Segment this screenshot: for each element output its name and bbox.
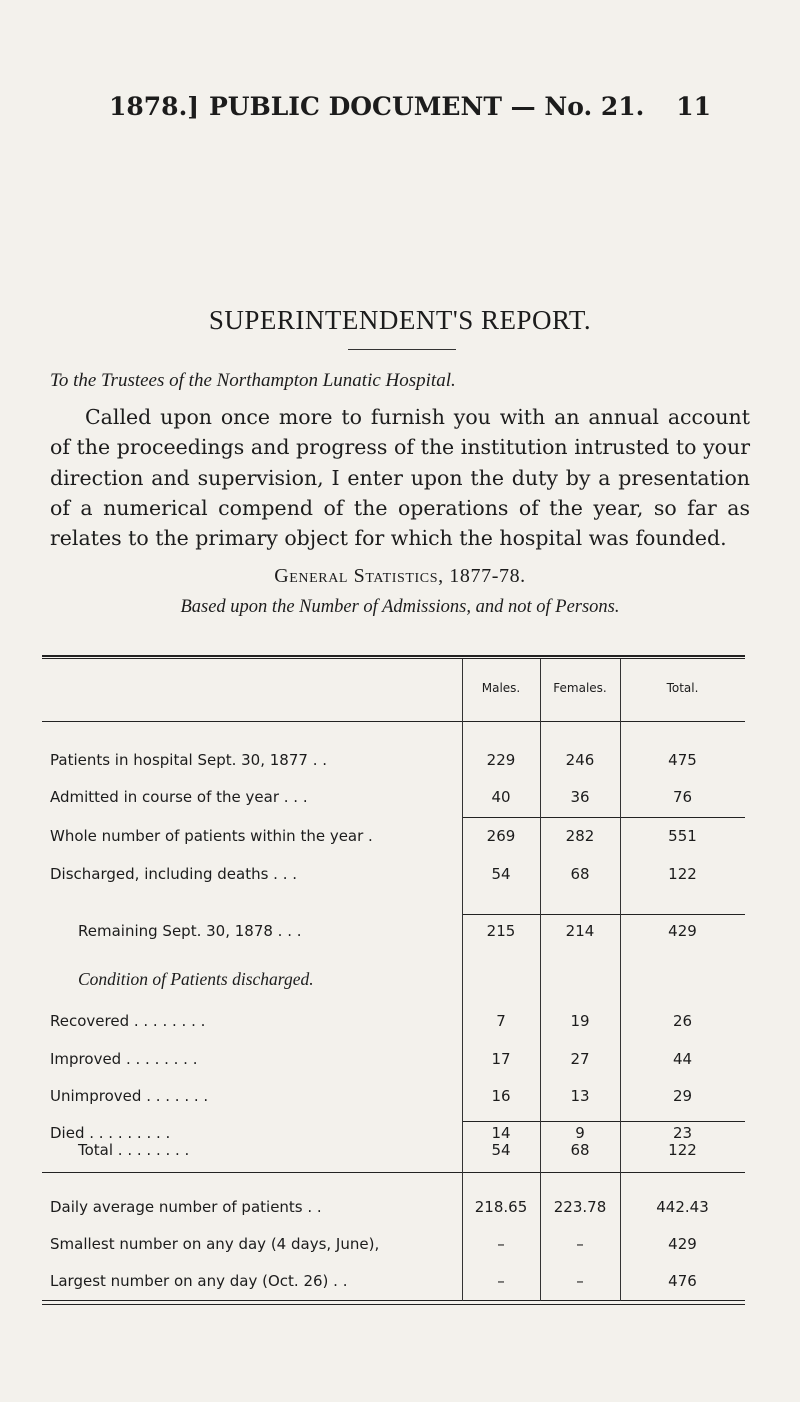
table-top-rule [42, 655, 745, 657]
column-header-total: Total. [666, 681, 699, 695]
cell-males: 215 [486, 922, 516, 940]
cell-males: 40 [491, 788, 511, 806]
cell-total: 29 [672, 1087, 693, 1105]
report-title: SUPERINTENDENT'S REPORT. [208, 305, 592, 335]
row-label: Largest number on any day (Oct. 26) . . [50, 1272, 348, 1290]
cell-females: 36 [570, 788, 590, 806]
cell-total: 475 [668, 751, 697, 769]
cell-total: 23 [672, 1124, 693, 1142]
row-label: Remaining Sept. 30, 1878 . . . [78, 922, 302, 940]
cell-females: 19 [570, 1012, 590, 1030]
running-head-document: PUBLIC DOCUMENT — No. 21. [209, 92, 645, 121]
cell-males: 54 [491, 1141, 511, 1159]
cell-total: 429 [668, 1235, 697, 1253]
addressee-line: To the Trustees of the Northampton Lunatic Hospital. [50, 370, 456, 391]
rule-before-remaining [462, 914, 745, 915]
column-header-females: Females. [553, 681, 607, 695]
cell-total: 122 [668, 865, 697, 883]
cell-females: 68 [570, 865, 590, 883]
row-label: Discharged, including deaths . . . [50, 865, 298, 883]
row-label: Unimproved . . . . . . . [50, 1087, 209, 1105]
cell-total: 551 [668, 827, 697, 845]
cell-females: 9 [575, 1124, 585, 1142]
cell-males: – [497, 1235, 505, 1253]
cell-males: 229 [486, 751, 516, 769]
row-label: Improved . . . . . . . . [50, 1050, 198, 1068]
cell-males: 7 [496, 1012, 506, 1030]
cell-males: 17 [491, 1050, 511, 1068]
table-bottom-rule [42, 1300, 745, 1301]
cell-females: 223.78 [553, 1198, 607, 1216]
row-label: Admitted in course of the year . . . [50, 788, 308, 806]
row-label: Patients in hospital Sept. 30, 1877 . . [50, 751, 328, 769]
cell-females: 68 [570, 1141, 590, 1159]
row-label: Died . . . . . . . . . [50, 1124, 171, 1142]
statistics-table [42, 655, 745, 1305]
cell-females: – [576, 1235, 584, 1253]
cell-females: – [576, 1272, 584, 1290]
rule-before-total [462, 1121, 745, 1122]
cell-males: 54 [491, 865, 511, 883]
header-bottom-rule [42, 721, 745, 722]
cell-total: 476 [668, 1272, 697, 1290]
cell-females: 13 [570, 1087, 590, 1105]
rule-before-whole [462, 817, 745, 818]
table-bottom-rule-outer [42, 1304, 745, 1305]
cell-females: 27 [570, 1050, 590, 1068]
cell-total: 122 [668, 1141, 697, 1159]
row-label: Total . . . . . . . . [78, 1141, 190, 1159]
cell-males: 269 [486, 827, 516, 845]
cell-females: 282 [565, 827, 595, 845]
intro-paragraph: Called upon once more to furnish you with an annual account of the proceedings and progress of the institution intrusted to your direction and supervision, I enter upon the duty by a presentation of a numerical compend of the operations of the year, so far as relates to the primary object for which the hospital was founded. [50, 405, 750, 551]
cell-females: 214 [565, 922, 595, 940]
row-label: Recovered . . . . . . . . [50, 1012, 206, 1030]
cell-males: 218.65 [474, 1198, 528, 1216]
cell-females: 246 [565, 751, 595, 769]
page-number: 11 [676, 92, 711, 121]
rule-after-total [42, 1172, 745, 1173]
table-top-rule-inner [42, 658, 745, 659]
title-divider [348, 349, 456, 350]
section-label-condition: Condition of Patients discharged. [78, 969, 314, 989]
cell-males: 16 [491, 1087, 511, 1105]
row-label: Smallest number on any day (4 days, June), [50, 1235, 380, 1253]
cell-total: 26 [672, 1012, 693, 1030]
stats-heading: General Statistics, 1877-78. [274, 565, 526, 587]
cell-males: – [497, 1272, 505, 1290]
cell-total: 429 [668, 922, 697, 940]
running-head-year: 1878.] [109, 92, 200, 121]
cell-males: 14 [491, 1124, 511, 1142]
cell-total: 76 [672, 788, 693, 806]
cell-total: 44 [672, 1050, 693, 1068]
row-label: Daily average number of patients . . [50, 1198, 322, 1216]
stats-subheading: Based upon the Number of Admissions, and not of Persons. [180, 597, 620, 617]
cell-total: 442.43 [656, 1198, 709, 1216]
column-header-males: Males. [481, 681, 521, 695]
row-label: Whole number of patients within the year . [50, 827, 373, 845]
